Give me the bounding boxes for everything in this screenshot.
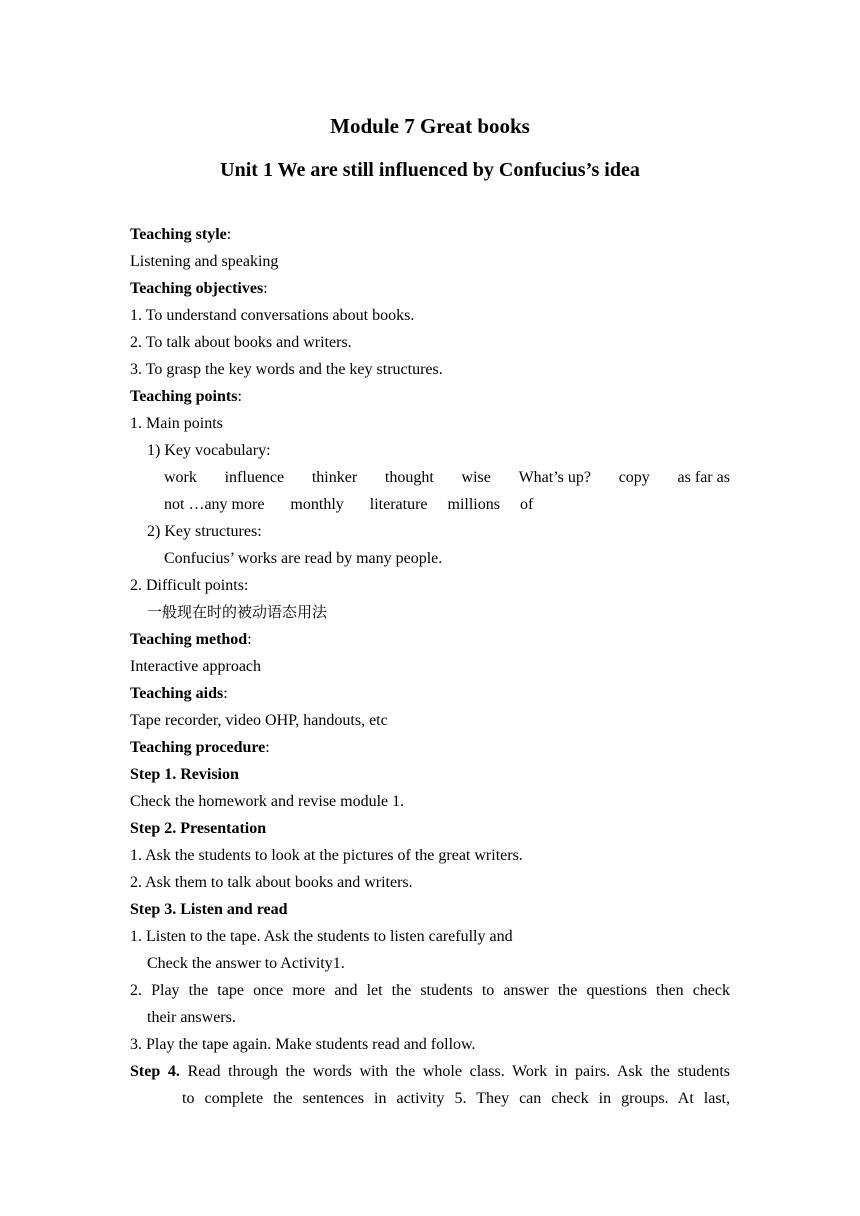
teaching-style-value: Listening and speaking	[130, 253, 279, 270]
document-body	[130, 221, 730, 1112]
step3-item-continuation: their answers.	[147, 1009, 236, 1026]
vocab-word: of	[519, 496, 534, 513]
step3-item: 2. Play the tape once more and let the students to answer the questions then check	[130, 982, 730, 999]
teaching-style-heading: Teaching style:	[130, 226, 232, 243]
vocab-word: monthly	[290, 496, 344, 513]
vocab-word: as far as	[677, 469, 730, 486]
objective-item: 2. To talk about books and writers.	[130, 334, 352, 351]
step2-item: 1. Ask the students to look at the pictures of the great writers.	[130, 847, 523, 864]
step1-text: Check the homework and revise module 1.	[130, 793, 405, 810]
page-subtitle: Unit 1 We are still influenced by Confucius’s idea	[220, 159, 640, 181]
teaching-objectives-heading: Teaching objectives:	[130, 280, 268, 297]
step2-title: Step 2. Presentation	[130, 820, 267, 837]
objective-item: 3. To grasp the key words and the key structures.	[130, 361, 443, 378]
vocabulary-line-2	[130, 491, 730, 518]
vocab-word: thought	[384, 469, 434, 486]
main-points-label: 1. Main points	[130, 415, 223, 432]
vocab-word: literature	[369, 496, 428, 513]
step3-title: Step 3. Listen and read	[130, 901, 288, 918]
vocab-word: not …any more	[164, 496, 265, 513]
key-structure-sentence: Confucius’ works are read by many people.	[164, 550, 443, 567]
step1-title: Step 1. Revision	[130, 766, 239, 783]
step3-item-continuation: Check the answer to Activity1.	[147, 955, 345, 972]
vocab-word: wise	[461, 469, 491, 486]
vocab-word: influence	[224, 469, 285, 486]
vocabulary-line-1	[130, 464, 730, 491]
vocab-word: work	[164, 469, 197, 486]
teaching-aids-heading: Teaching aids:	[130, 685, 228, 702]
step4-title: Step 4.	[130, 1063, 180, 1080]
step3-item: 3. Play the tape again. Make students read and follow.	[130, 1036, 476, 1053]
step4-text: Read through the words with the whole class. Work in pairs. Ask the students	[187, 1063, 731, 1080]
difficult-points-label: 2. Difficult points:	[130, 577, 249, 594]
step3-item: 1. Listen to the tape. Ask the students to listen carefully and	[130, 928, 513, 945]
teaching-method-value: Interactive approach	[130, 658, 262, 675]
step4-paragraph	[130, 1058, 730, 1085]
vocab-word: copy	[618, 469, 650, 486]
step2-item: 2. Ask them to talk about books and writers.	[130, 874, 413, 891]
page-title: Module 7 Great books	[330, 114, 530, 138]
teaching-aids-value: Tape recorder, video OHP, handouts, etc	[130, 712, 388, 729]
step4-continuation: to complete the sentences in activity 5. They can check in groups. At last,	[182, 1090, 730, 1107]
difficult-points-value: 一般现在时的被动语态用法	[147, 603, 328, 621]
teaching-points-heading: Teaching points:	[130, 388, 242, 405]
vocab-word: millions	[447, 496, 500, 513]
vocab-word: What’s up?	[518, 469, 591, 486]
vocab-word: thinker	[311, 469, 358, 486]
objective-item: 1. To understand conversations about books.	[130, 307, 415, 324]
teaching-procedure-heading: Teaching procedure:	[130, 739, 270, 756]
key-structures-label: 2) Key structures:	[147, 523, 262, 540]
key-vocabulary-label: 1) Key vocabulary:	[147, 442, 271, 459]
teaching-method-heading: Teaching method:	[130, 631, 252, 648]
